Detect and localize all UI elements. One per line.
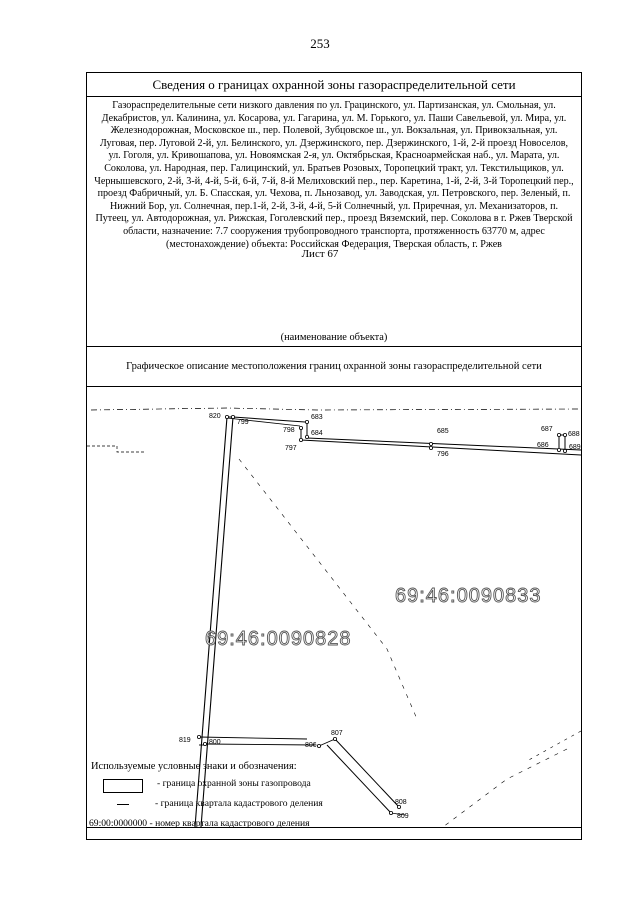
point-687 <box>557 433 560 436</box>
point-684 <box>305 435 308 438</box>
gas-zone-807-808a <box>335 739 399 807</box>
point-683 <box>305 420 308 423</box>
label-687: 687 <box>541 426 553 433</box>
point-809 <box>389 811 392 814</box>
label-820: 820 <box>209 413 221 420</box>
label-807: 807 <box>331 730 343 737</box>
point-796 <box>429 446 432 449</box>
quarter-boundary-diag-3 <box>527 731 581 761</box>
legend-title: Используемые условные знаки и обозначения: <box>91 761 297 772</box>
point-797 <box>299 438 302 441</box>
point-799 <box>231 415 234 418</box>
object-description: Газораспределительные сети низкого давления по ул. Грацинского, ул. Партизанская, ул. Смольная, ул. Декабристов, ул. Калинина, ул. Косарова, ул. Гагарина, ул. М. Горького, ул. Паши Савельевой, ул. Мира, ул. Железнодорожная, Московское ш., пер. Полевой, Зубцовское ш., ул. Вокзальная, ул. Привокзальная, ул. Луговая, пер. Луговой 2-й, ул. Белинского, ул. Дзержинского, пер. Дзержинского, 1-й, 2-й проезд Новоселов, ул. Гоголя, ул. Кривошапова, ул. Новоямская 2-я, ул. Октябрьская, Красноармейская наб., ул. Марата, ул. Соколова, ул. Народная, пер. Галицинский, ул. Братьев Розовых, Торопецкий тракт, ул. Текстильщиков, ул. Чернышевского, 2-й, 3-й, 4-й, 5-й, 6-й, 7-й, 8-й Мелиховский пер., пер. Каретина, 1-й, 2-й, 3-й Торопецкий пер., проезд Фабричный, ул. Б. Спасская, ул. Чехова, п. Льнозавод, ул. Заводская, ул. Петровского, пер. Зеленый, п. Нижний Бор, ул. Солнечная, пер.1-й, 2-й, 3-й, 4-й, 5-й Солнечный, ул. Приречная, ул. Механизаторов, п. Путеец, ул. Автодорожная, ул. Рижская, Гоголевский пер., проезд Вяземский, пер. Соколова в г. Ржев Тверской области, назначение: 7.7 сооружения трубопроводного транспорта, протяженность 63770 м, адрес (местонахождение) объекта: Российская Федерация, Тверская область, г. Ржев <box>94 100 574 250</box>
label-689: 689 <box>569 444 581 451</box>
gas-zone-lower-h2 <box>205 744 315 745</box>
label-797: 797 <box>285 445 297 452</box>
label-800: 800 <box>209 739 221 746</box>
label-806: 806 <box>305 742 317 749</box>
quarter-boundary-diag-2 <box>443 749 567 827</box>
cadastral-quarter-90833: 69:46:0090833 <box>395 585 542 607</box>
point-806 <box>317 744 320 747</box>
label-686: 686 <box>537 442 549 449</box>
point-685 <box>429 442 432 445</box>
gas-zone-806-807 <box>319 739 335 746</box>
legend-quarter-boundary-text: - граница квартала кадастрового деления <box>155 798 323 809</box>
page-number: 253 <box>310 36 330 51</box>
point-807 <box>333 737 336 740</box>
legend-quarter-text: - номер квартала кадастрового деления <box>149 818 310 829</box>
label-796: 796 <box>437 451 449 458</box>
quarter-boundary-left <box>87 446 145 452</box>
object-section <box>87 97 581 347</box>
label-819: 819 <box>179 737 191 744</box>
label-808: 808 <box>395 799 407 806</box>
point-798 <box>299 426 302 429</box>
graphic-heading: Графическое описание местоположения границ охранной зоны газораспределительной сети <box>87 347 581 387</box>
point-819 <box>197 735 200 738</box>
object-caption: (наименование объекта) <box>280 332 388 343</box>
label-798: 798 <box>283 427 295 434</box>
label-799: 799 <box>237 419 249 426</box>
sheet-label: Лист 67 <box>301 248 339 260</box>
document-title: Сведения о границах охранной зоны газораспределительной сети <box>87 73 581 97</box>
legend-quarter-boundary-symbol <box>117 804 129 805</box>
point-800 <box>203 742 206 745</box>
point-689 <box>563 449 566 452</box>
legend-gas-zone-symbol <box>103 779 143 793</box>
label-809: 809 <box>397 813 409 820</box>
legend-quarter-number <box>89 818 310 829</box>
label-683: 683 <box>311 414 323 421</box>
legend-gas-zone-text: - граница охранной зоны газопровода <box>157 778 311 789</box>
point-686 <box>557 448 560 451</box>
point-688 <box>563 433 566 436</box>
label-688: 688 <box>568 431 580 438</box>
cadastral-quarter-90828: 69:46:0090828 <box>205 628 352 650</box>
legend-quarter-code: 69:00:0000000 <box>89 818 148 829</box>
label-685: 685 <box>437 428 449 435</box>
gas-zone-807-808b <box>327 745 391 813</box>
quarter-boundary-diag-1 <box>239 459 417 719</box>
document-frame <box>86 72 582 840</box>
label-684: 684 <box>311 430 323 437</box>
point-820 <box>225 415 228 418</box>
quarter-boundary-top <box>91 408 581 410</box>
